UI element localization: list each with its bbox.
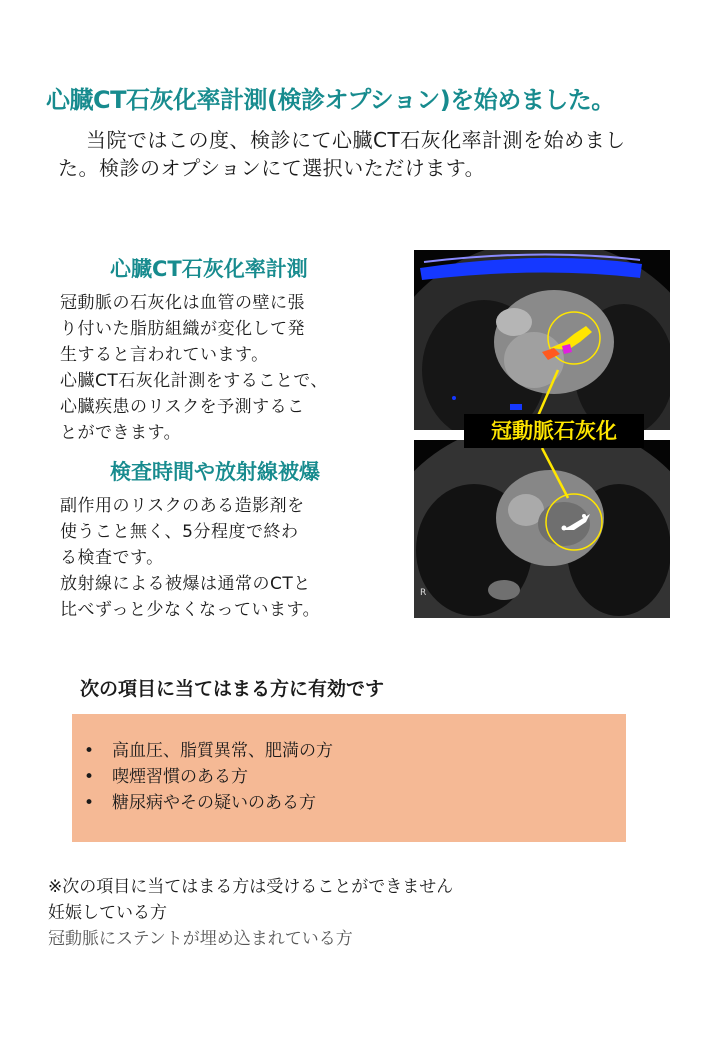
text-line: り付いた脂肪組織が変化して発 [60, 319, 305, 339]
text-line: とができます。 [60, 423, 182, 443]
text-line: 使うこと無く、5分程度で終わ [60, 522, 299, 542]
effective-title: 次の項目に当てはまる方に有効です [80, 678, 385, 700]
list-item [72, 790, 626, 816]
text-line: 比べずっと少なくなっています。 [60, 600, 321, 620]
text-line: 副作用のリスクのある造影剤を [60, 496, 305, 516]
list-item-text: 喫煙習慣のある方 [112, 767, 248, 787]
orientation-marker: R [420, 588, 427, 598]
bullet-icon: • [84, 741, 95, 761]
text-line: 心臓CT石灰化計測をすることで、 [60, 371, 328, 391]
note-item: 冠動脈にステントが埋め込まれている方 [48, 929, 353, 949]
list-item-text: 高血圧、脂質異常、肥満の方 [112, 741, 333, 761]
text-line: る検査です。 [60, 548, 164, 568]
section-title-calcium-ct: 心臓CT石灰化率計測 [110, 257, 308, 281]
text-line: 冠動脈の石灰化は血管の壁に張 [60, 293, 305, 313]
bullet-icon: • [84, 767, 95, 787]
effective-list-box [72, 714, 626, 842]
text-line: 生すると言われています。 [60, 345, 269, 365]
calcification-callout-label: 冠動脈石灰化 [464, 414, 644, 448]
bullet-icon: • [84, 793, 95, 813]
text-line: 心臓疾患のリスクを予測するこ [60, 397, 305, 417]
list-item [72, 738, 626, 764]
page-title: 心臓CT石灰化率計測(検診オプション)を始めました。 [46, 86, 615, 114]
intro-paragraph: 当院ではこの度、検診にて心臓CT石灰化率計測を始めました。検診のオプションにて選択いただけます。 [58, 128, 626, 180]
list-item [72, 764, 626, 790]
ineligibility-note [48, 874, 688, 952]
note-item: 妊娠している方 [48, 903, 167, 923]
section-title-exam-time-radiation: 検査時間や放射線被爆 [110, 460, 320, 484]
effective-list [72, 714, 626, 816]
text-line: 放射線による被爆は通常のCTと [60, 574, 311, 594]
ct-scan-grayscale-image [414, 440, 670, 618]
ct-scan-color-image [414, 250, 670, 430]
note-heading: ※次の項目に当てはまる方は受けることができません [48, 877, 454, 897]
section-body-exam-time-radiation [60, 493, 380, 623]
section-body-calcium-ct [60, 290, 390, 446]
list-item-text: 糖尿病やその疑いのある方 [112, 793, 316, 813]
